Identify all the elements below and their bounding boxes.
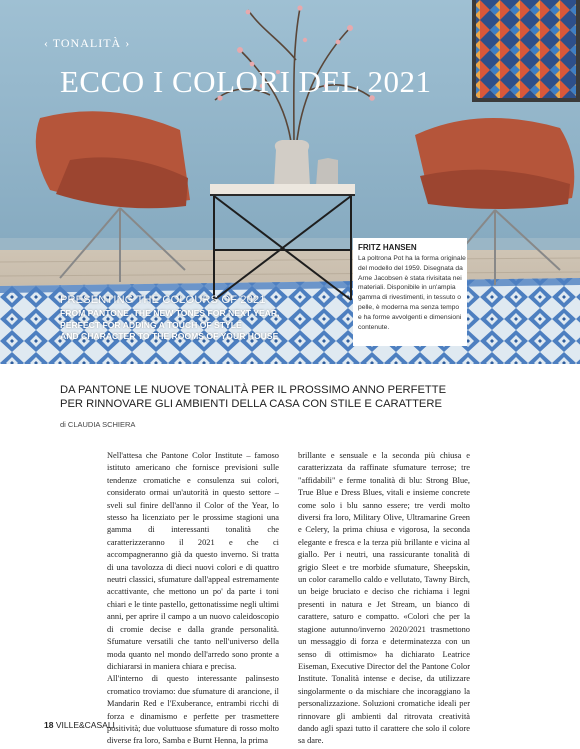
byline: di CLAUDIA SCHIERA	[60, 420, 136, 429]
caption-line: La poltrona Pot ha la forma originale	[358, 255, 466, 262]
caption-line: Arne Jacobsen è stata rivisitata nei	[358, 274, 462, 282]
photo-caption	[353, 238, 467, 346]
article-deck	[60, 384, 500, 411]
english-summary	[60, 294, 279, 343]
caption-line: e ha forme avvolgenti e dimensioni	[358, 313, 462, 321]
body-column-2	[298, 450, 470, 748]
magazine-name: VILLE&CASALI	[55, 720, 115, 730]
caption-line: gamma di rivestimenti, in tessuto o	[358, 294, 461, 302]
caption-line: pelle, è moderna ma senza tempo	[358, 303, 460, 311]
caption-line: contenute.	[358, 323, 390, 331]
english-title: PRESENTING THE COLOURS OF 2021	[60, 294, 266, 306]
deck-line: PER RINNOVARE GLI AMBIENTI DELLA CASA CON STILE E CARATTERE	[60, 397, 442, 410]
english-line: PERFECT FOR ADDING A TOUCH OF STYLE	[60, 319, 242, 330]
deck-line: DA PANTONE LE NUOVE TONALITÀ PER IL PROSSIMO ANNO PERFETTE	[60, 384, 447, 396]
section-kicker: ‹ TONALITÀ ›	[44, 36, 131, 50]
page-footer	[44, 720, 115, 730]
page-number: 18	[44, 720, 54, 730]
body-paragraph: brillante e sensuale e la seconda più chiusa e caratterizzata da raffinate sfumature terrose; tre "affidabili" e ferme tonalità di blu: Strong Blue, True Blue e Dress Blues, vitali e insieme concrete come solo i blu sanno essere; tre verdi molto diversi fra loro, Military Olive, Ultramarine Green e Celery, la prima chiusa e vigorosa, la seconda elegante e fresca e la terza più brillante e vicina al giallo. Per i neutri, una rassicurante tonalità di grigio Sleet e tre morbide sfumature, Sheepskin, un color caramello caldo e vellutato, Tawny Birch, un beige bruciato e deciso che richiama i legni presenti in natura e Jet Stream, un bianco di carattere, saturo e compatto. «Colori che per la stagione autunno/inverno 2020/2021 trasmettono un messaggio di forza e determinatezza con un senso di ottimismo» ha dichiarato Leatrice Eiseman, Executive Director del the Pantone Color Institute. Tonalità intense e decise, da utilizzare singolarmente o da mischiare che incoraggiano la personalizzazione. Soluzioni cromatiche ideali per rinnovare gli ambienti dal ritrovata creatività dando agli spazi tutto il carattere che solo il colore sa dare.	[298, 451, 470, 746]
caption-line: materiali. Disponibile in un'ampia	[358, 284, 456, 292]
page-title: ECCO I COLORI DEL 2021	[60, 64, 432, 99]
english-line: FROM PANTONE, THE NEW TONES FOR NEXT YEAR,	[60, 308, 280, 318]
hero-photo	[0, 0, 580, 364]
caption-title: FRITZ HANSEN	[358, 243, 417, 252]
body-column-1	[107, 450, 279, 748]
body-paragraph: All'interno di questo interessante palinsesto cromatico troviamo: due sfumature di arancione, il Mandarin Red e l'Exuberance, entrambi ricchi di forza e dinamismo e perfette per trasmettere positività; due voluttuose sfumature di rosso molto diverse fra loro, Samba e Burnt Henna, la prima	[107, 674, 279, 746]
body-paragraph: Nell'attesa che Pantone Color Institute – famoso istituto americano che fornisce previsioni sulle tendenze cromatiche e consulenza sui colori, considerato ormai un'autorità in questo settore – sveli sul finire dell'anno il Color of the Year, lo stesso ha licenziato per le prossime stagioni una gamma di interessanti tonalità che caratterizzeranno il 2021 e che ci accompagneranno già da questo inverno. Si tratta di una tavolozza di dieci nuovi colori e di quattro neutri classici, sfumature dall'appeal estremamente accattivante, che mettono un po' da parte i toni chiari e le tinte pastello, gettonatissime negli ultimi anni, per aprire il campo a un nuovo caleidoscopio di cromie decise e dalla grande personalità. Sfumature versatili che tanto nell'universo della moda quanto nel mondo dell'arredo sono pronte a dichiararsi in maniera chiara e precisa.	[107, 451, 279, 671]
caption-line: del modello del 1959. Disegnata da	[358, 264, 463, 272]
english-line: AND CHARACTER TO THE ROOMS OF YOUR HOUSE	[60, 331, 279, 341]
